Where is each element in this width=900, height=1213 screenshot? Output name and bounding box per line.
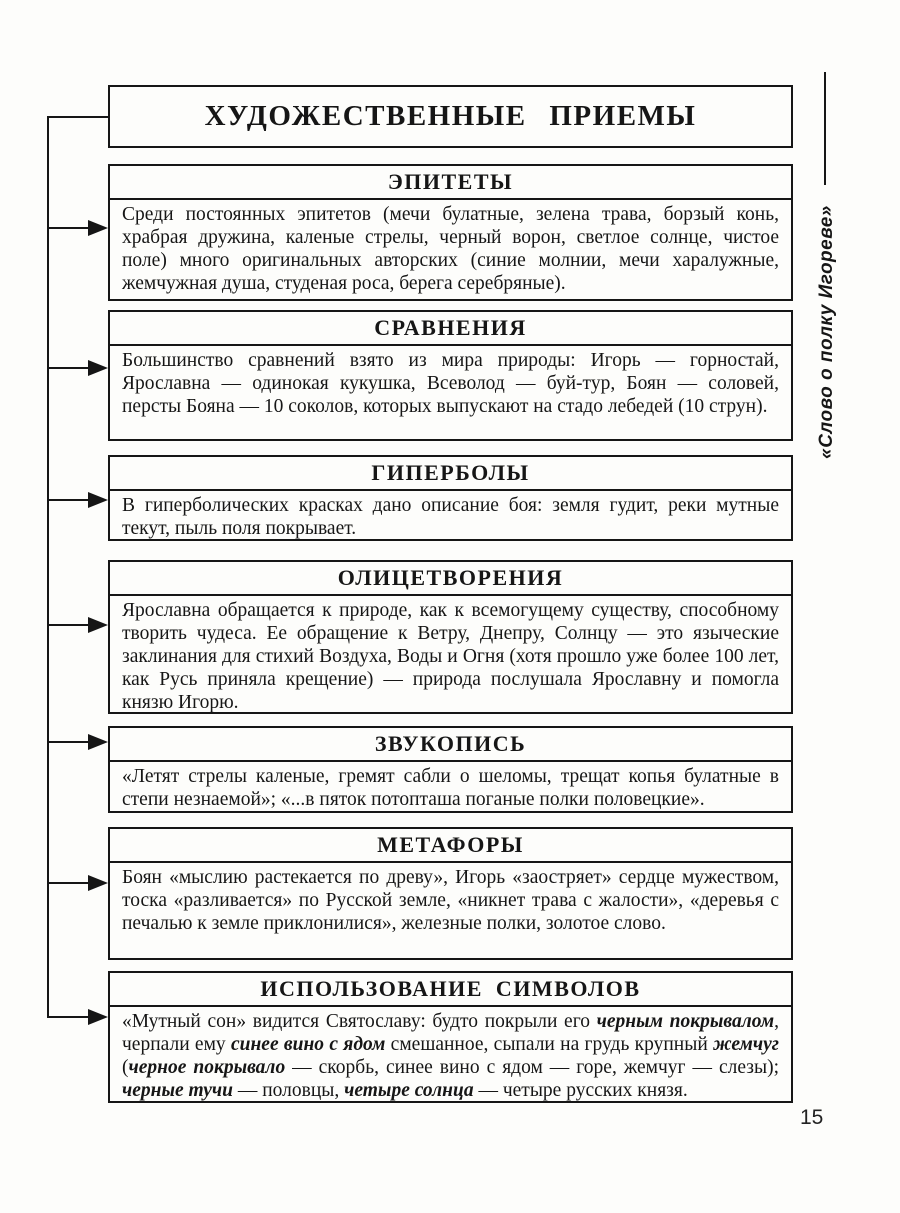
section-header-epithets: ЭПИТЕТЫ [110,166,791,200]
section-comparisons [108,310,793,441]
section-body-personifications: Ярославна обращается к природе, как к всемогущему существу, способному творить чудеса. Ее обращение к Ветру, Днепру, Солнцу — это языческие заклинания для стихий Воздуха, Воды и Огня (хотя прошло уже более 100 лет, как Русь приняла крещение) — природа послушала Ярославну и помогла князю Игорю. [122,600,779,713]
connector-arrow-epithets [47,220,108,236]
section-body-sound-writing: «Летят стрелы каленые, гремят сабли о шеломы, трещат копья булатные в степи незнаемой»; «...в пяток потопташа поганые полки половецкие». [122,766,779,810]
section-symbols [108,971,793,1103]
section-body-symbols: «Мутный сон» видится Святославу: будто покрыли его черным покрывалом, черпали ему синее вино с ядом смешанное, сыпали на грудь крупный жемчуг (черное покрывало — скорбь, синее вино с ядом — горе, жемчуг — слезы); черные тучи — половцы, четыре солнца — четыре русских князя. [122,1011,780,1101]
connector-title-line [47,116,108,118]
section-sound-writing [108,726,793,813]
section-header-metaphors: МЕТАФОРЫ [110,829,791,863]
connector-arrow-metaphors [47,875,108,891]
section-body-epithets: Среди постоянных эпитетов (мечи булатные, зелена трава, борзый конь, храбрая дружина, каленые стрелы, черный ворон, светлое солнце, чистое поле) много оригинальных авторских (синие молнии, мечи харалужные, жемчужная душа, студеная роса, берега серебряные). [122,204,779,294]
arrow-shaft [47,624,88,626]
page-title: ХУДОЖЕСТВЕННЫЕ ПРИЕМЫ [204,100,697,132]
diagram-title-box [108,85,793,148]
arrow-shaft [47,227,88,229]
connector-arrow-sound-writing [47,734,108,750]
page-number: 15 [800,1106,824,1129]
section-header-personifications: ОЛИЦЕТВОРЕНИЯ [110,562,791,596]
connector-arrow-personifications [47,617,108,633]
section-header-sound-writing: ЗВУКОПИСЬ [110,728,791,762]
section-epithets [108,164,793,301]
section-header-hyperboles: ГИПЕРБОЛЫ [110,457,791,491]
arrow-shaft [47,741,88,743]
connector-arrow-comparisons [47,360,108,376]
connector-arrow-hyperboles [47,492,108,508]
margin-book-title: «Слово о полку Игореве» [816,205,837,459]
arrow-head-icon [88,734,108,750]
arrow-shaft [47,499,88,501]
arrow-head-icon [88,617,108,633]
connector-arrow-symbols [47,1009,108,1025]
arrow-head-icon [88,875,108,891]
section-body-hyperboles: В гиперболических красках дано описание боя: земля гудит, реки мутные текут, пыль поля покрывает. [122,495,779,539]
arrow-shaft [47,1016,88,1018]
margin-rule-line [824,72,826,185]
arrow-head-icon [88,492,108,508]
arrow-shaft [47,882,88,884]
section-body-metaphors: Боян «мыслию растекается по древу», Игорь «заостряет» сердце мужеством, тоска «разливается» по Русской земле, «никнет трава с жалости», «деревья с печалью к земле приклонилися», железные полки, золотое слово. [122,867,779,934]
arrow-shaft [47,367,88,369]
arrow-head-icon [88,220,108,236]
section-header-comparisons: СРАВНЕНИЯ [110,312,791,346]
section-hyperboles [108,455,793,541]
section-header-symbols: ИСПОЛЬЗОВАНИЕ СИМВОЛОВ [110,973,791,1007]
section-personifications [108,560,793,714]
section-body-comparisons: Большинство сравнений взято из мира природы: Игорь — горностай, Ярославна — одинокая кукушка, Всеволод — буй-тур, Боян — соловей, персты Бояна — 10 соколов, которых выпускают на стадо лебедей (10 струн). [122,350,779,417]
section-metaphors [108,827,793,960]
arrow-head-icon [88,360,108,376]
arrow-head-icon [88,1009,108,1025]
